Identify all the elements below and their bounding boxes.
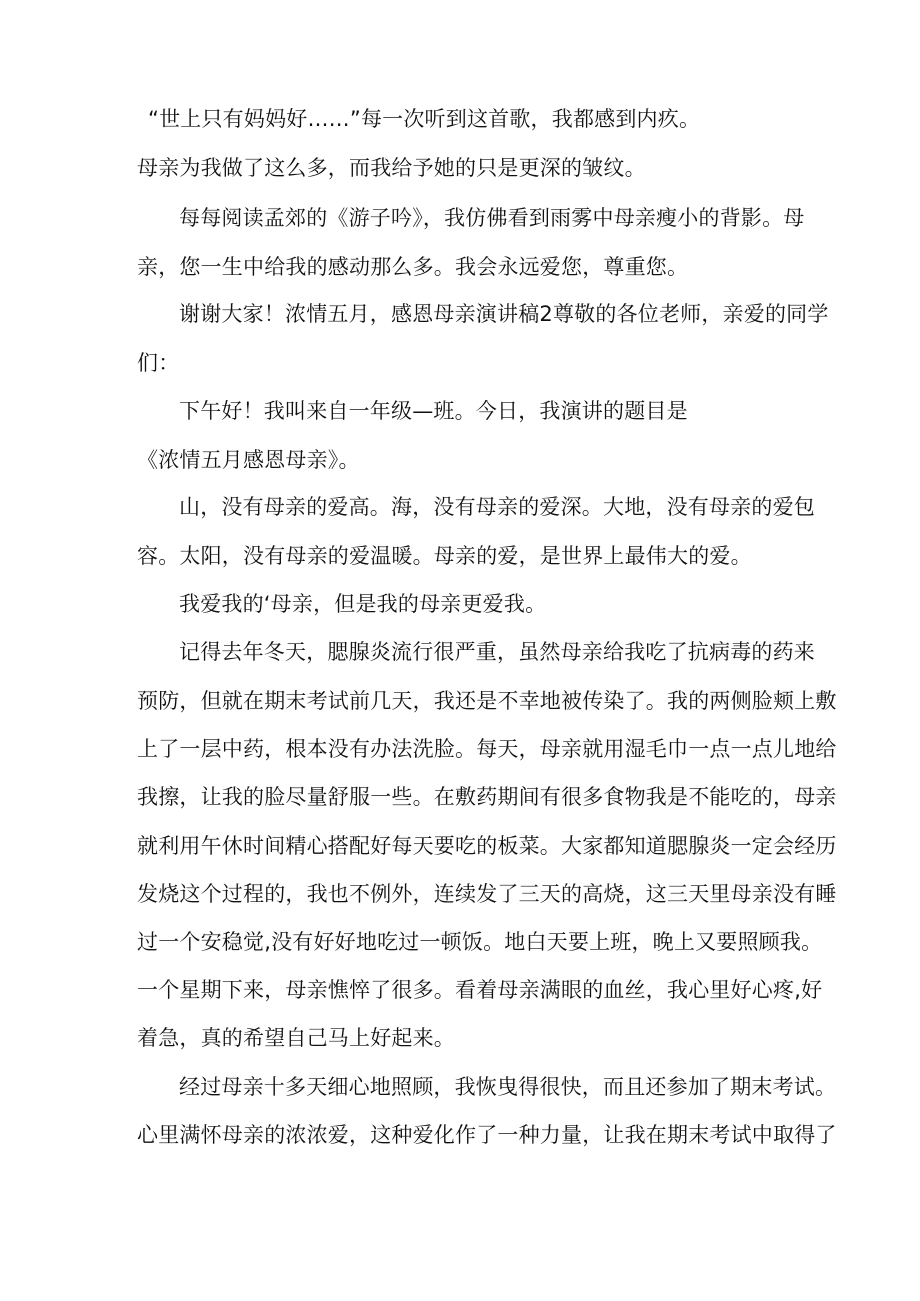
text-line: 上了一层中药，根本没有办法洗脸。每天，母亲就用湿毛巾一点一点儿地给 xyxy=(137,737,837,761)
text-line: 记得去年冬天，腮腺炎流行很严重，虽然母亲给我吃了抗病毒的药来 xyxy=(179,640,815,664)
text-line: 心里满怀母亲的浓浓爱，这种爱化作了一种力量，让我在期末考试中取得了 xyxy=(137,1123,837,1147)
text-line: 经过母亲十多天细心地照顾，我恢曳得很快，而且还参加了期末考试。 xyxy=(179,1075,837,1099)
text-line: 我擦，让我的脸尽量舒服一些。在敷药期间有很多食物我是不能吃的，母亲 xyxy=(137,785,837,809)
text-line: 每每阅读孟郊的《游子吟》，我仿佛看到雨雾中母亲瘦小的背影。母 xyxy=(179,206,805,230)
text-line: 《浓情五月感恩母亲》。 xyxy=(137,448,360,472)
text-line: 着急，真的希望自己马上好起来。 xyxy=(137,1026,455,1050)
text-line: 容。太阳，没有母亲的爱温暖。母亲的爱，是世界上最伟大的爱。 xyxy=(137,544,752,568)
text-line: “世上只有妈妈好……”每一次听到这首歌，我都感到内疚。 xyxy=(148,107,701,131)
text-line: 过一个安稳觉,没有好好地吃过一顿饭。地白天要上班，晚上又要照顾我。 xyxy=(137,930,823,954)
text-line: 发烧这个过程的，我也不例外，连续发了三天的高烧，这三天里母亲没有睡 xyxy=(137,882,837,906)
text-line: 山，没有母亲的爱高。海，没有母亲的爱深。大地，没有母亲的爱包 xyxy=(179,495,815,519)
text-line: 下午好！我叫来自一年级—班。今日，我演讲的题目是 xyxy=(179,399,688,423)
text-line: 谢谢大家！浓情五月，感恩母亲演讲稿2尊敬的各位老师，亲爱的同学 xyxy=(179,302,829,326)
text-line: 们： xyxy=(137,351,180,375)
text-line: 母亲为我做了这么多，而我给予她的只是更深的皱纹。 xyxy=(137,156,646,180)
text-line: 一个星期下来，母亲憔悴了很多。看着母亲满眼的血丝，我心里好心疼,好 xyxy=(137,978,823,1002)
text-line: 我爱我的‘母亲，但是我的母亲更爱我。 xyxy=(179,592,547,616)
text-line: 亲，您一生中给我的感动那么多。我会永远爱您，尊重您。 xyxy=(137,255,689,279)
text-line: 预防，但就在期末考试前几天，我还是不幸地被传染了。我的两侧脸颊上敷 xyxy=(137,689,837,713)
text-line: 就利用午休时间精心搭配好每天要吃的板菜。大家都知道腮腺炎一定会经历 xyxy=(137,834,837,858)
